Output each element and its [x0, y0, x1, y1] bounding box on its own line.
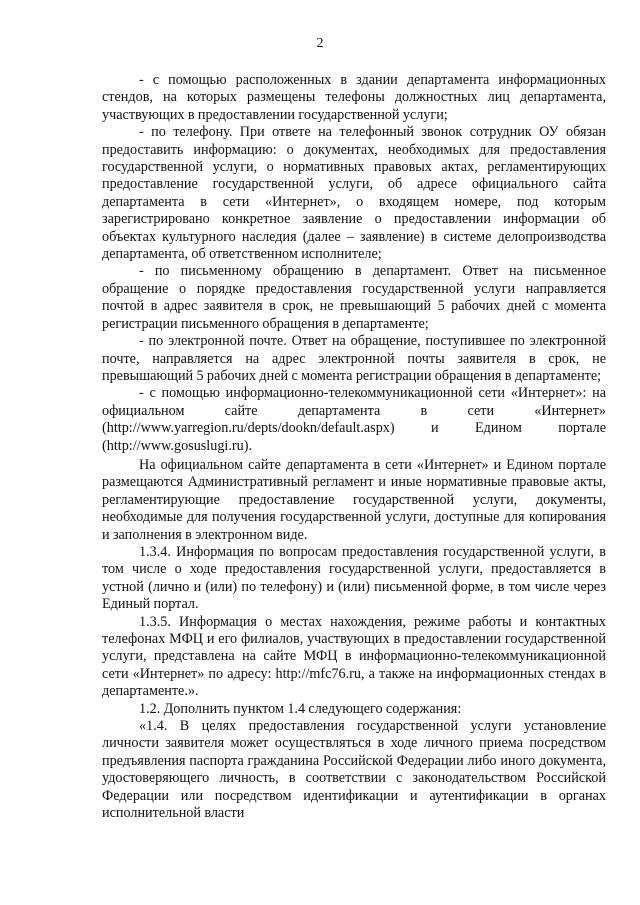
paragraph-1-2: 1.2. Дополнить пунктом 1.4 следующего содержания:	[139, 700, 462, 717]
paragraph-1-4: «1.4. В целях предоставления государственной услуги установление личности заявителя может осуществляться в ходе личного приема посредством предъявления паспорта гражданина Российской Федерации либо иного документа, удостоверяющего личность, в соответствии с законодательством Российской Федерации или посредством идентификации и аутентификации в органах исполнительной власти	[102, 718, 606, 822]
paragraph-1-3-5: 1.3.5. Информация о местах нахождения, режиме работы и контактных телефонах МФЦ и его филиалов, участвующих в предоставлении государственной услуги, представлена на сайте МФЦ в информационно-телекоммуникационной сети «Интернет» по адресу: http://mfc76.ru, а также на информационных стендах в департаменте.».	[102, 613, 606, 700]
paragraph-official-site: На официальном сайте департамента в сети «Интернет» и Едином портале размещаются Административный регламент и иные нормативные правовые акты, регламентирующие предоставление государственной услуги, документы, необходимые для получения государственной услуги, доступные для копирования и заполнения в электронном виде.	[102, 456, 606, 543]
paragraph-written-request: - по письменному обращению в департамент. Ответ на письменное обращение о порядке предоставления государственной услуги направляется почтой в адрес заявителя в срок, не превышающий 5 рабочих дней с момента регистрации письменного обращения в департаменте;	[102, 263, 606, 332]
page-number: 2	[316, 36, 324, 51]
paragraph-info-stands: - с помощью расположенных в здании департамента информационных стендов, на которых размещены телефоны должностных лиц департамента, участвующих в предоставлении государственной услуги;	[102, 72, 606, 123]
paragraph-email: - по электронной почте. Ответ на обращение, поступившее по электронной почте, направляется на адрес электронной почты заявителя в срок, не превышающий 5 рабочих дней с момента регистрации обращения в департаменте;	[102, 333, 606, 384]
paragraph-internet: - с помощью информационно-телекоммуникационной сети «Интернет»: на официальном сайте департамента в сети «Интернет» (http://www.yarregion.ru/depts/dookn/default.aspx) и Едином портале (http://www.gosuslugi.ru).	[102, 385, 606, 454]
paragraph-telephone: - по телефону. При ответе на телефонный звонок сотрудник ОУ обязан предоставить информацию: о документах, необходимых для предоставления государственной услуги, о нормативных правовых актах, регламентирующих предоставление государственной услуги, об адресе официального сайта департамента в сети «Интернет», о входящем номере, под которым зарегистрировано конкретное заявление о предоставлении информации об объектах культурного наследия (далее – заявление) в системе делопроизводства департамента, об ответственном исполнителе;	[102, 124, 606, 263]
document-body	[102, 72, 606, 822]
paragraph-1-3-4: 1.3.4. Информация по вопросам предоставления государственной услуги, в том числе о ходе предоставления государственной услуги, предоставляется в устной (лично и (или) по телефону) и (или) письменной форме, в том числе через Единый портал.	[102, 543, 606, 613]
